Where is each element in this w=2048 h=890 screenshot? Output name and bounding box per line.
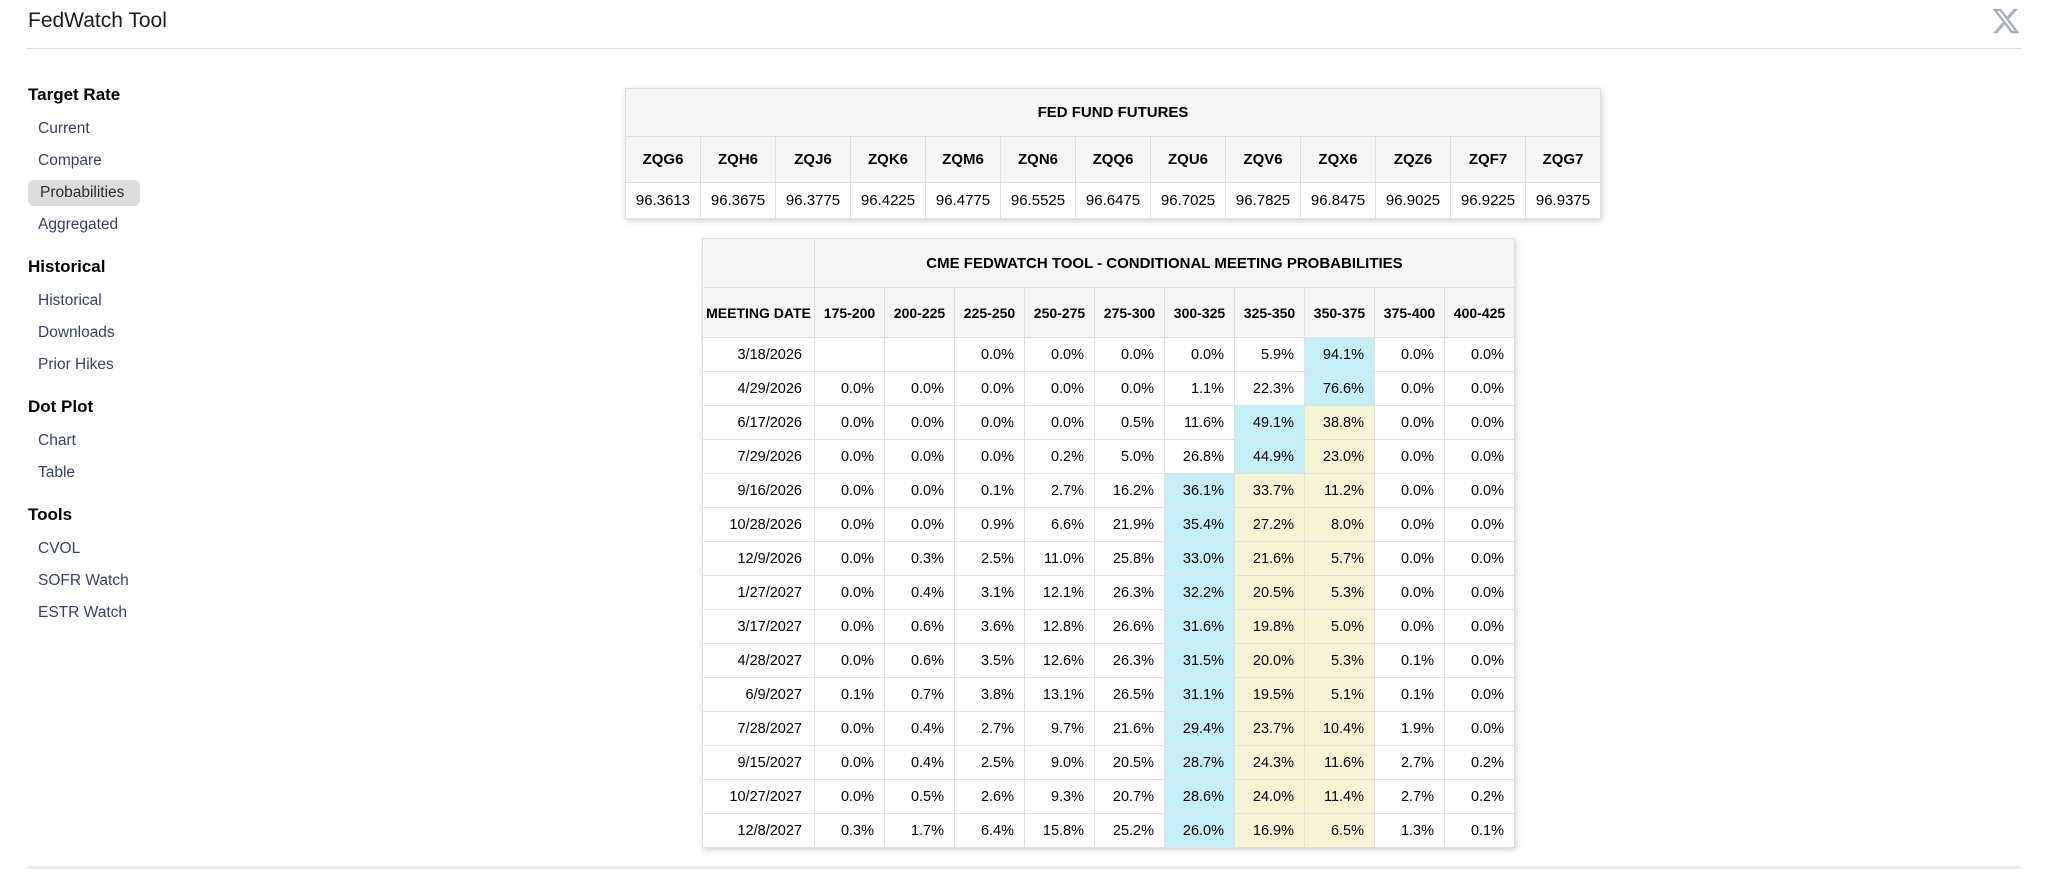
futures-contract-zqg7: ZQG7 (1526, 137, 1601, 183)
futures-contract-zqm6: ZQM6 (926, 137, 1001, 183)
probability-cell: 0.5% (885, 780, 955, 814)
probability-cell: 28.6% (1165, 780, 1235, 814)
futures-price-zqx6: 96.8475 (1301, 183, 1376, 219)
probability-cell: 0.3% (885, 542, 955, 576)
probability-cell: 0.0% (1445, 508, 1515, 542)
probabilities-table (702, 238, 1515, 848)
probability-cell: 6.5% (1305, 814, 1375, 848)
futures-price-zqg6: 96.3613 (626, 183, 701, 219)
probability-cell: 31.5% (1165, 644, 1235, 678)
probability-cell: 0.0% (955, 440, 1025, 474)
probability-cell: 0.0% (1445, 576, 1515, 610)
probability-cell: 19.8% (1235, 610, 1305, 644)
probability-cell: 0.0% (1375, 610, 1445, 644)
probability-row-10-27-2027 (703, 780, 1515, 814)
probability-cell: 11.0% (1025, 542, 1095, 576)
probability-row-3-18-2026 (703, 338, 1515, 372)
sidebar-section-target-rate: Target Rate (28, 85, 121, 104)
probability-cell: 0.0% (1025, 338, 1095, 372)
sidebar-item-sofr-watch[interactable]: SOFR Watch (38, 572, 129, 589)
probability-cell: 26.0% (1165, 814, 1235, 848)
probabilities-table-title: CME FEDWATCH TOOL - CONDITIONAL MEETING PROBABILITIES (815, 239, 1515, 288)
probability-cell: 0.0% (1095, 372, 1165, 406)
probability-cell: 0.2% (1445, 780, 1515, 814)
probability-row-6-9-2027 (703, 678, 1515, 712)
meeting-date: 12/8/2027 (703, 814, 815, 848)
probability-cell: 10.4% (1305, 712, 1375, 746)
probability-cell: 0.1% (815, 678, 885, 712)
meeting-date-header: MEETING DATE (703, 288, 815, 338)
probability-cell: 0.0% (885, 508, 955, 542)
probability-cell: 0.0% (885, 440, 955, 474)
x-logo-icon (1991, 6, 2021, 36)
probability-cell: 2.5% (955, 542, 1025, 576)
probability-row-4-28-2027 (703, 644, 1515, 678)
futures-table-title: FED FUND FUTURES (626, 89, 1601, 137)
futures-contract-zqv6: ZQV6 (1226, 137, 1301, 183)
probability-cell: 1.7% (885, 814, 955, 848)
probability-cell: 2.6% (955, 780, 1025, 814)
meeting-date: 3/18/2026 (703, 338, 815, 372)
futures-contract-zqh6: ZQH6 (701, 137, 776, 183)
probability-cell: 5.0% (1095, 440, 1165, 474)
probability-cell: 0.0% (815, 610, 885, 644)
probability-cell: 0.0% (1375, 542, 1445, 576)
probability-cell: 15.8% (1025, 814, 1095, 848)
futures-price-zqh6: 96.3675 (701, 183, 776, 219)
meeting-date: 10/27/2027 (703, 780, 815, 814)
probability-row-1-27-2027 (703, 576, 1515, 610)
probability-cell: 5.1% (1305, 678, 1375, 712)
probability-cell: 32.2% (1165, 576, 1235, 610)
probability-cell: 0.0% (1375, 576, 1445, 610)
futures-price-zqz6: 96.9025 (1376, 183, 1451, 219)
probability-cell: 0.0% (1445, 542, 1515, 576)
probability-row-7-28-2027 (703, 712, 1515, 746)
probability-cell: 12.6% (1025, 644, 1095, 678)
probability-cell: 0.0% (1445, 372, 1515, 406)
probability-cell: 0.1% (1445, 814, 1515, 848)
meeting-date: 12/9/2026 (703, 542, 815, 576)
probability-cell: 5.0% (1305, 610, 1375, 644)
probability-cell: 33.0% (1165, 542, 1235, 576)
conditional-probabilities-section (702, 238, 1515, 848)
probability-cell: 26.5% (1095, 678, 1165, 712)
probability-cell: 0.0% (955, 406, 1025, 440)
rate-range-header-325-350: 325-350 (1235, 288, 1305, 338)
rate-range-header-175-200: 175-200 (815, 288, 885, 338)
probability-cell: 0.0% (1445, 712, 1515, 746)
futures-price-zqg7: 96.9375 (1526, 183, 1601, 219)
probability-cell: 49.1% (1235, 406, 1305, 440)
meeting-date: 3/17/2027 (703, 610, 815, 644)
probability-cell: 25.2% (1095, 814, 1165, 848)
probability-cell: 5.3% (1305, 576, 1375, 610)
probability-cell: 0.0% (1445, 406, 1515, 440)
probability-cell: 0.0% (815, 746, 885, 780)
probability-cell: 0.0% (815, 406, 885, 440)
probability-cell: 20.7% (1095, 780, 1165, 814)
futures-contract-zqg6: ZQG6 (626, 137, 701, 183)
probability-cell: 9.3% (1025, 780, 1095, 814)
probability-cell: 20.5% (1235, 576, 1305, 610)
probability-cell: 27.2% (1235, 508, 1305, 542)
futures-contract-zqj6: ZQJ6 (776, 137, 851, 183)
probability-cell: 23.7% (1235, 712, 1305, 746)
probability-cell: 0.0% (1025, 406, 1095, 440)
futures-price-zqu6: 96.7025 (1151, 183, 1226, 219)
sidebar-item-compare[interactable]: Compare (38, 152, 102, 169)
probability-cell: 0.0% (1375, 508, 1445, 542)
probability-cell: 0.0% (1445, 474, 1515, 508)
probability-row-6-17-2026 (703, 406, 1515, 440)
probability-cell: 21.6% (1235, 542, 1305, 576)
probability-cell: 0.0% (885, 474, 955, 508)
meeting-date: 1/27/2027 (703, 576, 815, 610)
probability-cell (885, 338, 955, 372)
probability-cell: 21.9% (1095, 508, 1165, 542)
probability-cell: 1.9% (1375, 712, 1445, 746)
futures-contract-zqq6: ZQQ6 (1076, 137, 1151, 183)
rate-range-header-350-375: 350-375 (1305, 288, 1375, 338)
probability-cell: 0.0% (1375, 474, 1445, 508)
sidebar-section-historical: Historical (28, 257, 106, 276)
sidebar-item-cvol[interactable]: CVOL (38, 540, 81, 557)
meeting-date: 10/28/2026 (703, 508, 815, 542)
meeting-date: 7/29/2026 (703, 440, 815, 474)
probability-cell: 28.7% (1165, 746, 1235, 780)
probability-cell: 0.4% (885, 746, 955, 780)
probability-cell: 12.1% (1025, 576, 1095, 610)
rate-range-header-225-250: 225-250 (955, 288, 1025, 338)
probability-cell: 0.0% (815, 508, 885, 542)
probability-cell: 33.7% (1235, 474, 1305, 508)
futures-contract-zqu6: ZQU6 (1151, 137, 1226, 183)
meeting-date: 4/29/2026 (703, 372, 815, 406)
meeting-date: 9/16/2026 (703, 474, 815, 508)
sidebar-item-table[interactable]: Table (38, 464, 76, 481)
probability-cell: 0.0% (1095, 338, 1165, 372)
probability-cell: 0.0% (955, 338, 1025, 372)
probability-cell: 2.5% (955, 746, 1025, 780)
fed-fund-futures-section (625, 88, 1601, 219)
futures-price-zqk6: 96.4225 (851, 183, 926, 219)
probability-cell: 26.3% (1095, 576, 1165, 610)
probability-cell: 20.0% (1235, 644, 1305, 678)
meeting-date: 7/28/2027 (703, 712, 815, 746)
probability-cell: 23.0% (1305, 440, 1375, 474)
probability-cell: 0.3% (815, 814, 885, 848)
probability-cell: 0.7% (885, 678, 955, 712)
rate-range-header-250-275: 250-275 (1025, 288, 1095, 338)
futures-contract-zqf7: ZQF7 (1451, 137, 1526, 183)
probability-cell: 0.0% (815, 780, 885, 814)
probability-cell: 3.6% (955, 610, 1025, 644)
probability-cell: 0.0% (815, 644, 885, 678)
meeting-date: 9/15/2027 (703, 746, 815, 780)
probability-cell: 9.0% (1025, 746, 1095, 780)
probability-cell: 31.1% (1165, 678, 1235, 712)
probability-cell: 0.4% (885, 576, 955, 610)
probability-cell: 26.6% (1095, 610, 1165, 644)
probability-cell: 0.0% (1445, 644, 1515, 678)
futures-price-zqm6: 96.4775 (926, 183, 1001, 219)
probability-cell: 9.7% (1025, 712, 1095, 746)
probability-cell: 24.3% (1235, 746, 1305, 780)
header-divider (26, 48, 2022, 49)
probability-cell: 25.8% (1095, 542, 1165, 576)
probability-cell: 2.7% (1025, 474, 1095, 508)
probability-cell: 0.0% (1445, 440, 1515, 474)
probability-cell: 0.6% (885, 610, 955, 644)
probability-cell: 11.6% (1165, 406, 1235, 440)
probability-cell: 0.0% (1445, 338, 1515, 372)
futures-price-zqn6: 96.5525 (1001, 183, 1076, 219)
probability-cell: 0.0% (815, 712, 885, 746)
probability-cell: 11.6% (1305, 746, 1375, 780)
bottom-divider (27, 866, 2021, 869)
probability-cell: 0.9% (955, 508, 1025, 542)
x-social-icon[interactable] (1991, 6, 2021, 36)
probability-cell: 5.3% (1305, 644, 1375, 678)
probability-cell: 5.7% (1305, 542, 1375, 576)
probability-cell: 16.2% (1095, 474, 1165, 508)
probability-cell: 0.0% (815, 474, 885, 508)
probability-cell: 21.6% (1095, 712, 1165, 746)
sidebar-item-estr-watch[interactable]: ESTR Watch (38, 604, 127, 621)
probability-cell: 3.8% (955, 678, 1025, 712)
probability-cell: 0.2% (1025, 440, 1095, 474)
probability-cell: 0.6% (885, 644, 955, 678)
probability-cell: 0.0% (1375, 372, 1445, 406)
probability-cell: 0.0% (1445, 610, 1515, 644)
probability-cell: 31.6% (1165, 610, 1235, 644)
probability-cell: 2.7% (955, 712, 1025, 746)
probability-cell: 8.0% (1305, 508, 1375, 542)
probability-cell: 11.2% (1305, 474, 1375, 508)
probability-cell: 0.0% (885, 372, 955, 406)
probability-cell: 0.0% (815, 372, 885, 406)
futures-price-zqf7: 96.9225 (1451, 183, 1526, 219)
probabilities-corner-cell (703, 239, 815, 288)
sidebar-item-probabilities[interactable]: Probabilities (28, 180, 140, 206)
probability-cell: 26.8% (1165, 440, 1235, 474)
futures-contract-zqn6: ZQN6 (1001, 137, 1076, 183)
probability-cell: 0.5% (1095, 406, 1165, 440)
sidebar-item-current[interactable]: Current (38, 120, 90, 137)
probability-cell: 26.3% (1095, 644, 1165, 678)
probability-cell: 94.1% (1305, 338, 1375, 372)
probability-cell: 76.6% (1305, 372, 1375, 406)
probability-cell (815, 338, 885, 372)
probability-cell: 1.3% (1375, 814, 1445, 848)
probability-cell: 0.1% (955, 474, 1025, 508)
probability-cell: 0.0% (1375, 440, 1445, 474)
rate-range-header-375-400: 375-400 (1375, 288, 1445, 338)
probability-cell: 6.6% (1025, 508, 1095, 542)
rate-range-header-300-325: 300-325 (1165, 288, 1235, 338)
probability-cell: 0.1% (1375, 644, 1445, 678)
futures-price-zqj6: 96.3775 (776, 183, 851, 219)
probability-cell: 36.1% (1165, 474, 1235, 508)
probability-cell: 5.9% (1235, 338, 1305, 372)
futures-contract-zqk6: ZQK6 (851, 137, 926, 183)
probability-cell: 24.0% (1235, 780, 1305, 814)
sidebar (28, 84, 258, 634)
probability-cell: 2.7% (1375, 780, 1445, 814)
sidebar-item-historical[interactable]: Historical (38, 292, 102, 309)
futures-price-zqq6: 96.6475 (1076, 183, 1151, 219)
probability-row-4-29-2026 (703, 372, 1515, 406)
probability-cell: 6.4% (955, 814, 1025, 848)
futures-contract-zqz6: ZQZ6 (1376, 137, 1451, 183)
sidebar-item-chart[interactable]: Chart (38, 432, 76, 449)
rate-range-header-200-225: 200-225 (885, 288, 955, 338)
futures-contract-zqx6: ZQX6 (1301, 137, 1376, 183)
rate-range-header-275-300: 275-300 (1095, 288, 1165, 338)
probability-cell: 3.5% (955, 644, 1025, 678)
probability-cell: 0.1% (1375, 678, 1445, 712)
probability-cell: 16.9% (1235, 814, 1305, 848)
probability-cell: 0.0% (815, 576, 885, 610)
meeting-date: 6/9/2027 (703, 678, 815, 712)
probability-cell: 0.0% (1165, 338, 1235, 372)
futures-price-zqv6: 96.7825 (1226, 183, 1301, 219)
probability-cell: 12.8% (1025, 610, 1095, 644)
probability-cell: 0.0% (815, 542, 885, 576)
probability-cell: 35.4% (1165, 508, 1235, 542)
probability-row-10-28-2026 (703, 508, 1515, 542)
probability-cell: 29.4% (1165, 712, 1235, 746)
probability-row-12-9-2026 (703, 542, 1515, 576)
probability-cell: 2.7% (1375, 746, 1445, 780)
probability-cell: 19.5% (1235, 678, 1305, 712)
sidebar-item-aggregated[interactable]: Aggregated (38, 216, 119, 233)
probability-cell: 0.0% (815, 440, 885, 474)
probability-cell: 22.3% (1235, 372, 1305, 406)
probability-cell: 0.0% (885, 406, 955, 440)
page-title: FedWatch Tool (28, 9, 167, 32)
fed-fund-futures-table (625, 88, 1601, 219)
sidebar-item-prior-hikes[interactable]: Prior Hikes (38, 356, 114, 373)
probability-row-12-8-2027 (703, 814, 1515, 848)
probability-cell: 0.4% (885, 712, 955, 746)
sidebar-section-dot-plot: Dot Plot (28, 397, 94, 416)
probability-cell: 0.0% (1025, 372, 1095, 406)
rate-range-header-400-425: 400-425 (1445, 288, 1515, 338)
meeting-date: 4/28/2027 (703, 644, 815, 678)
probability-cell: 38.8% (1305, 406, 1375, 440)
probability-cell: 20.5% (1095, 746, 1165, 780)
probability-cell: 0.0% (1375, 406, 1445, 440)
probability-cell: 0.0% (1445, 678, 1515, 712)
probability-cell: 13.1% (1025, 678, 1095, 712)
sidebar-item-downloads[interactable]: Downloads (38, 324, 115, 341)
probability-cell: 0.0% (1375, 338, 1445, 372)
probability-cell: 1.1% (1165, 372, 1235, 406)
probability-row-9-15-2027 (703, 746, 1515, 780)
probability-row-9-16-2026 (703, 474, 1515, 508)
sidebar-section-tools: Tools (28, 505, 73, 524)
probability-row-3-17-2027 (703, 610, 1515, 644)
probability-cell: 3.1% (955, 576, 1025, 610)
probability-cell: 11.4% (1305, 780, 1375, 814)
probability-row-7-29-2026 (703, 440, 1515, 474)
probability-cell: 0.0% (955, 372, 1025, 406)
probability-cell: 44.9% (1235, 440, 1305, 474)
meeting-date: 6/17/2026 (703, 406, 815, 440)
probability-cell: 0.2% (1445, 746, 1515, 780)
